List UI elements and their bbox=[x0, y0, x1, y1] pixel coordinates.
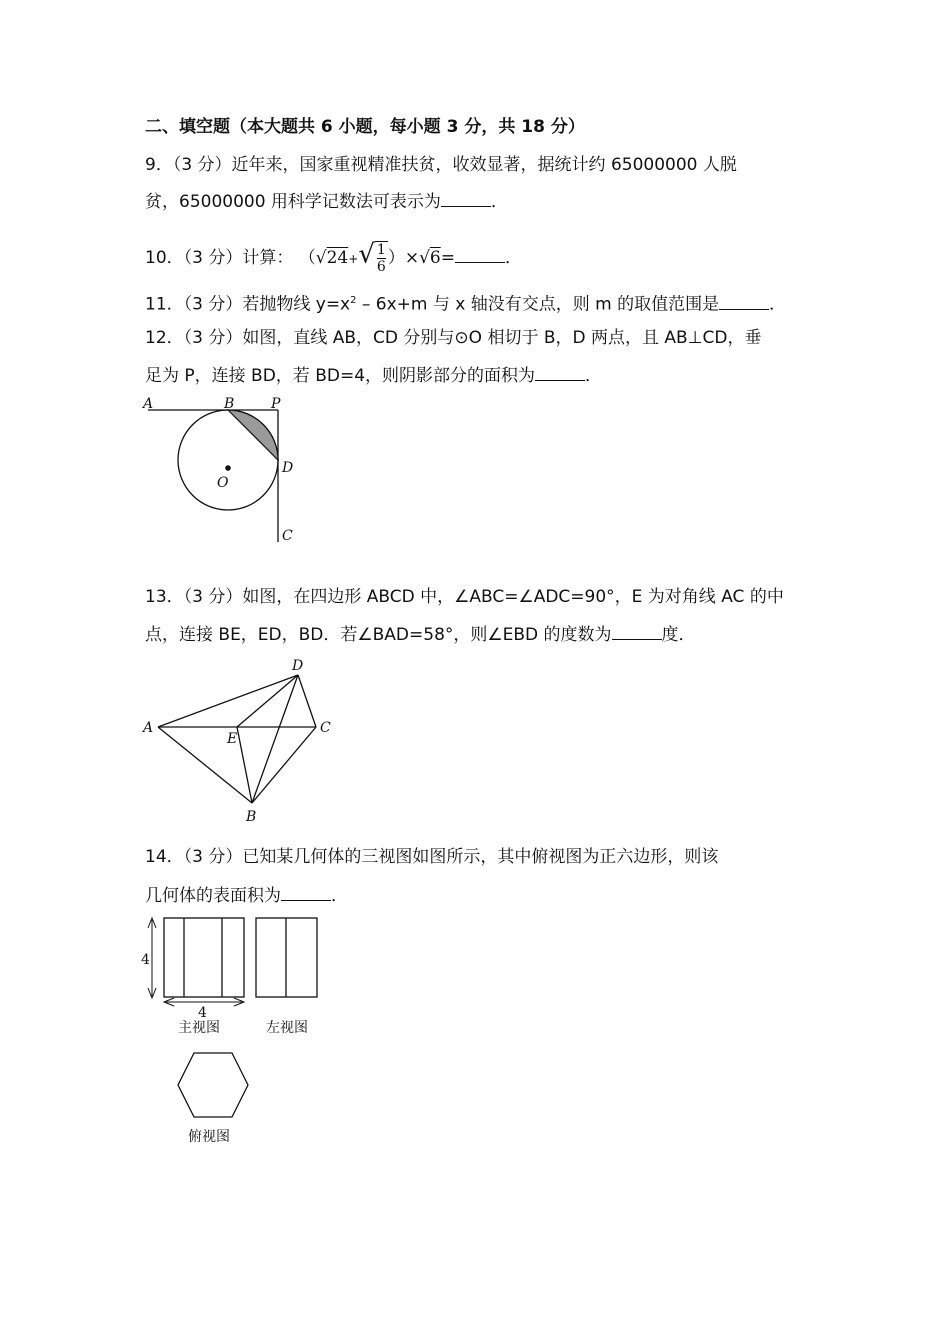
q14-line1: 14．（3 分）已知某几何体的三视图如图所示，其中俯视图为正六边形，则该 bbox=[145, 847, 719, 867]
left-view-label: 左视图 bbox=[266, 1020, 308, 1036]
top-view-hexagon bbox=[178, 1053, 248, 1117]
q10-close-paren: ） bbox=[387, 248, 405, 268]
label-o: O bbox=[217, 475, 229, 491]
q14-figure bbox=[138, 910, 338, 1150]
sqrt-24: √24 bbox=[315, 248, 349, 268]
q9-text: 贫，65000000 用科学记数法可表示为 bbox=[145, 192, 441, 212]
q13-answer-blank bbox=[612, 623, 662, 640]
segment-be bbox=[237, 727, 252, 803]
side-ad bbox=[158, 675, 298, 727]
q10-plus: + bbox=[348, 252, 359, 266]
q9-answer-blank bbox=[441, 190, 491, 207]
q9-end: ． bbox=[490, 192, 508, 212]
label-d: D bbox=[282, 460, 294, 476]
q11-text-b: – 6x+m 与 x 轴没有交点，则 m 的取值范围是 bbox=[356, 294, 720, 315]
q14-line2 bbox=[145, 884, 348, 907]
q11-line bbox=[145, 290, 786, 316]
fraction-denominator: 6 bbox=[376, 259, 386, 275]
q11-answer-blank bbox=[719, 293, 769, 310]
q12-answer-blank bbox=[535, 364, 585, 381]
height-label: 4 bbox=[141, 952, 150, 968]
front-view-label: 主视图 bbox=[178, 1020, 220, 1036]
q14-answer-blank bbox=[281, 884, 331, 901]
q12-text: 足为 P，连接 BD，若 BD=4，则阴影部分的面积为 bbox=[145, 366, 536, 386]
top-view-label: 俯视图 bbox=[188, 1129, 230, 1145]
width-label: 4 bbox=[198, 1005, 207, 1021]
label-c: C bbox=[282, 528, 293, 544]
q12-figure bbox=[140, 392, 310, 550]
label-b: B bbox=[224, 396, 235, 412]
q11-end: ． bbox=[769, 294, 787, 315]
center-point bbox=[225, 465, 231, 471]
q13-line2 bbox=[145, 623, 696, 646]
label-d: D bbox=[292, 658, 304, 674]
q10-answer-blank bbox=[455, 246, 505, 263]
q14-end: ． bbox=[331, 886, 348, 906]
q10-times: × bbox=[404, 248, 420, 268]
q14-text: 几何体的表面积为 bbox=[145, 886, 281, 906]
q12-line2 bbox=[145, 364, 602, 387]
q10-equals: = bbox=[440, 248, 455, 268]
q10-prefix: 10．（3 分）计算： bbox=[145, 248, 294, 268]
section-title: 二、填空题（本大题共 6 小题，每小题 3 分，共 18 分） bbox=[145, 117, 585, 137]
sqrt-24-value: 24 bbox=[326, 248, 349, 268]
label-c: C bbox=[320, 720, 331, 736]
fraction-numerator: 1 bbox=[376, 242, 386, 258]
label-a: A bbox=[143, 396, 154, 412]
q13-text: 点，连接 BE，ED，BD．若∠BAD=58°，则∠EBD 的度数为 bbox=[145, 625, 612, 645]
side-dc bbox=[298, 675, 316, 727]
front-view-rect bbox=[164, 918, 244, 997]
q13-end: 度． bbox=[661, 625, 696, 645]
side-ab bbox=[158, 727, 252, 803]
q10-open-paren: （ bbox=[298, 248, 316, 268]
shaded-region bbox=[228, 410, 278, 460]
q13-line1: 13．（3 分）如图，在四边形 ABCD 中，∠ABC=∠ADC=90°，E 为对角线 AC 的中 bbox=[145, 587, 784, 607]
q11-text-a: 11．（3 分）若抛物线 y=x bbox=[145, 294, 351, 315]
sqrt-fraction: √ $\frac{1}{6}$ bbox=[358, 239, 386, 275]
q9-line1: 9．（3 分）近年来，国家重视精准扶贫，收效显著，据统计约 65000000 人脱 bbox=[145, 155, 737, 175]
q10-end: ． bbox=[504, 248, 522, 268]
side-bc bbox=[252, 727, 316, 803]
q12-line1: 12．（3 分）如图，直线 AB，CD 分别与⊙O 相切于 B，D 两点，且 AB⊥CD，垂 bbox=[145, 328, 762, 348]
label-e: E bbox=[227, 731, 238, 747]
q10-line bbox=[145, 241, 522, 275]
label-a: A bbox=[143, 720, 154, 736]
label-b: B bbox=[246, 809, 257, 825]
label-p: P bbox=[271, 396, 281, 412]
q11-exponent: 2 bbox=[350, 295, 357, 306]
q13-figure bbox=[140, 655, 340, 825]
sqrt-6-value: 6 bbox=[429, 248, 441, 268]
sqrt-6: √6 bbox=[419, 248, 441, 268]
q9-line2 bbox=[145, 190, 508, 213]
q12-end: ． bbox=[585, 366, 603, 386]
